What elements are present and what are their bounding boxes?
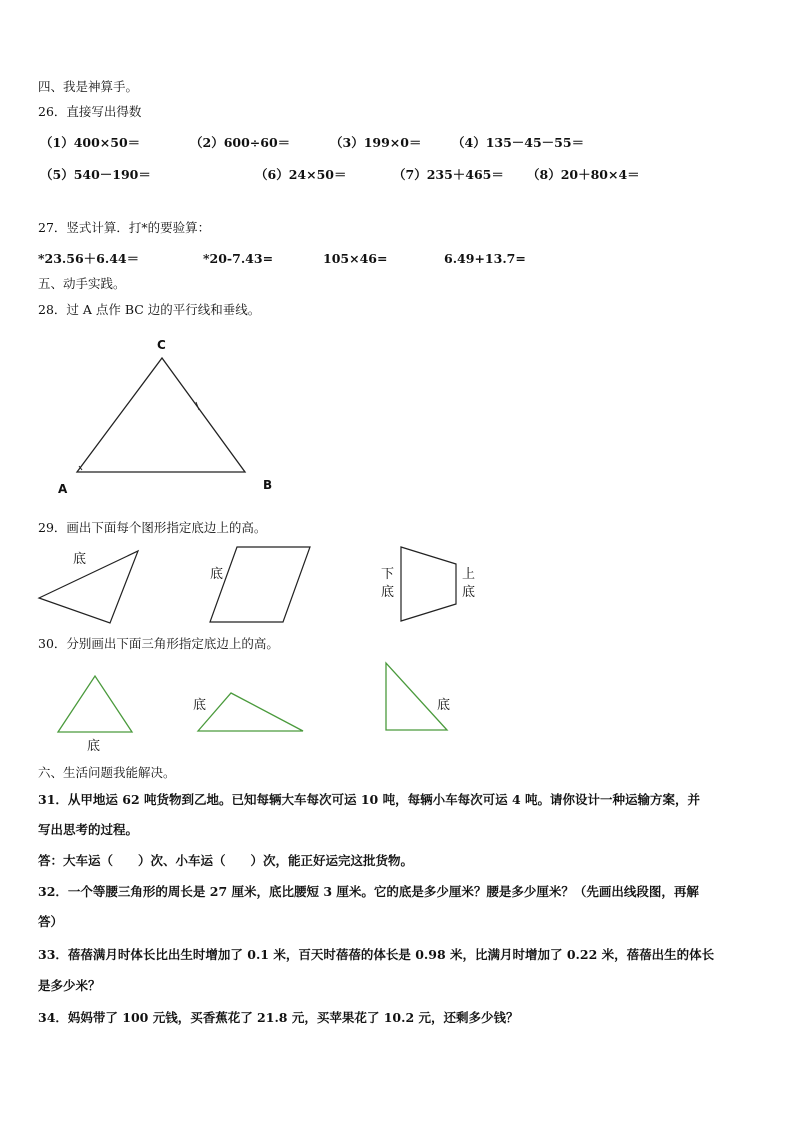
q26-item-3: （3）199×0＝ [330, 135, 422, 150]
q30-triangle-2-base-label: 底 [193, 698, 207, 713]
q26-item-4: （4）135－45－55＝ [452, 135, 585, 150]
q26-item-7: （7）235＋465＝ [393, 167, 504, 182]
q27-item-4: 6.49+13.7= [444, 251, 526, 266]
q29-trapezoid-bottom-label-1: 下 [381, 567, 395, 582]
q28-label-b: B [263, 478, 273, 492]
q30-triangle-3-base-label: 底 [437, 698, 451, 713]
q28-label-c: C [157, 338, 166, 352]
q30-triangle-1-base-label: 底 [87, 739, 101, 754]
q30-triangle-2 [198, 693, 303, 731]
question-30-title: 30．分别画出下面三角形指定底边上的高。 [38, 636, 279, 651]
q33-line-1: 33．蓓蓓满月时体长比出生时增加了 0.1 米，百天时蓓蓓的体长是 0.98 米，比满月时增加了 0.22 米，蓓蓓出生的体长 [38, 947, 715, 962]
q29-trapezoid [401, 547, 456, 621]
q26-item-6: （6）24×50＝ [255, 167, 347, 182]
q29-trapezoid-top-label-1: 上 [462, 567, 476, 582]
q31-line-1: 31．从甲地运 62 吨货物到乙地。已知每辆大车每次可运 10 吨，每辆小车每次可运 4 吨。请你设计一种运输方案，并 [38, 792, 700, 807]
q31-answer: 答：大车运（ ）次、小车运（ ）次，能正好运完这批货物。 [38, 853, 414, 868]
q29-trapezoid-bottom-label-2: 底 [381, 585, 395, 600]
q26-item-5: （5）540－190＝ [40, 167, 151, 182]
q29-triangle [39, 551, 138, 623]
q29-parallelogram-base-label: 底 [210, 567, 224, 582]
q33-line-2: 是多少米？ [38, 978, 101, 993]
q29-parallelogram [210, 547, 310, 622]
question-29-title: 29．画出下面每个图形指定底边上的高。 [38, 520, 267, 535]
q28-triangle [77, 358, 245, 472]
question-27-title: 27．竖式计算．打*的要验算： [38, 220, 211, 235]
q26-item-1: （1）400×50＝ [40, 135, 141, 150]
q34-line-1: 34．妈妈带了 100 元钱，买香蕉花了 21.8 元，买苹果花了 10.2 元，还剩多少钱？ [38, 1010, 519, 1025]
q30-triangle-3 [386, 663, 447, 730]
q27-item-2: *20-7.43= [203, 251, 274, 266]
question-28-title: 28．过 A 点作 BC 边的平行线和垂线。 [38, 302, 261, 317]
section-title-5: 五、动手实践。 [38, 276, 126, 291]
q29-trapezoid-top-label-2: 底 [462, 585, 476, 600]
q30-triangle-1 [58, 676, 132, 732]
q32-line-2: 答） [38, 914, 64, 929]
q32-line-1: 32．一个等腰三角形的周长是 27 厘米，底比腰短 3 厘米。它的底是多少厘米？腰是多少厘米？（先画出线段图，再解 [38, 884, 699, 899]
section-title-6: 六、生活问题我能解决。 [38, 765, 176, 780]
q26-item-8: （8）20＋80×4＝ [527, 167, 640, 182]
q27-item-1: *23.56＋6.44＝ [38, 251, 140, 266]
q28-label-a: A [58, 482, 68, 496]
q29-triangle-base-label: 底 [73, 552, 87, 567]
q27-item-3: 105×46= [323, 251, 388, 266]
q31-line-2: 写出思考的过程。 [38, 822, 139, 837]
q26-item-2: （2）600÷60＝ [190, 135, 291, 150]
question-26-title: 26．直接写出得数 [38, 104, 142, 119]
section-title-4: 四、我是神算手。 [38, 79, 139, 94]
